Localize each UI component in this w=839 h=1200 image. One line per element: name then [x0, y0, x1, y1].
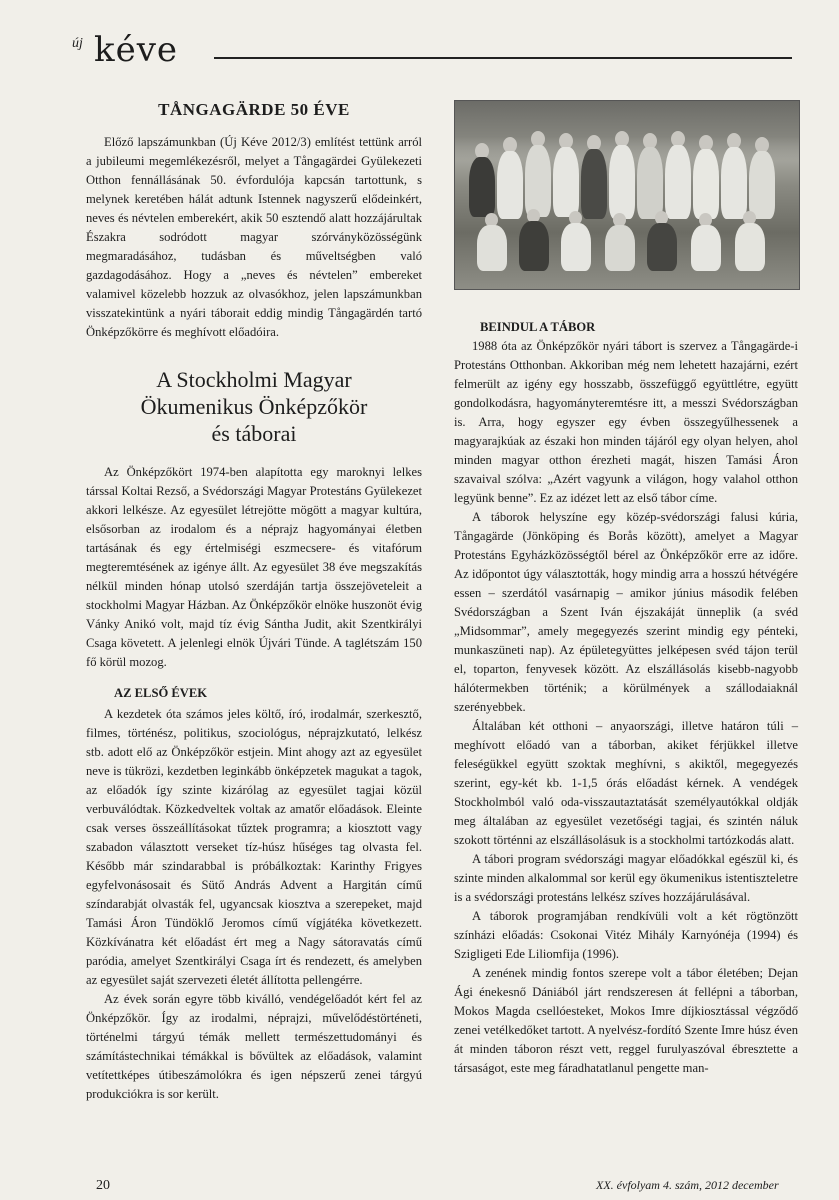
- page-number: 20: [96, 1178, 110, 1193]
- section-heading-first-years: AZ ELSŐ ÉVEK: [114, 686, 208, 700]
- masthead: [72, 30, 792, 80]
- paragraph-camp-program: A tábori program svédországi magyar előadókkal egészül ki, és szinte minden alkalommal sor kerül egy ökumenikus istentiszteletre is a svédországi protestáns lelkész szíves hozzájárulásával.: [454, 852, 798, 904]
- paragraph-camp-speakers: Általában két otthoni – anyaországi, illetve határon túli – meghívott előadó van a táborban, akiket férjükkel illetve feleségükkel együtt szoktak meghívni, s akiktől, megegyezés szerint, egy-két kb. 1-1,5 órás előadást kérnek. A vendégek Stockholmból való oda-visszautaztatását személyautókkal oldják meg általában az egyesület vezetőségi tagjai, és szintén náluk szokott történni az elszállásolásuk is a stockholmi tartózkodás alatt.: [454, 719, 798, 847]
- paragraph-camp-music: A zenének mindig fontos szerepe volt a tábor életében; Dejan Ági énekesnő Dániából járt rendszeresen át fellépni a táborban, Mokos Magda csellóesteket, Mokos Imre díjkiosztással végződő zenei vetélkedőket tartott. A nyelvész-fordító Szente Imre húsz éven át minden táboron részt vett, reggel furulyaszóval ébresztette a társaságot, este meg fáradhatatlanul pengette man-: [454, 966, 798, 1075]
- intro-paragraph: Előző lapszámunkban (Új Kéve 2012/3) említést tettünk arról a jubileumi megemlékezésről, melyet a Tångagärdei Gyülekezeti Otthon fennállásának 50. évfordulója kapcsán tartottunk, s melynek keretében hálát adtunk Istennek nagyszerű elődeinkért, neves és névtelen emberekért, akik 50 esztendő alatt hozzájárultak Északra sodródott magyar szórványközösségünk megmaradásához, tudásban és műveltségben való gazdagodásához. Hogy a „neves és névtelen” embereket valamivel közelebb hozzuk az olvasókhoz, jelen lapszámunkban visszatekintünk a nyári táborait eddig mindig Tångagärdén tartó Önképzőkörre és meghívott előadóira.: [86, 135, 422, 339]
- headline: TÅNGAGÄRDE 50 ÉVE: [158, 100, 350, 119]
- paragraph-guest-speakers: Az évek során egyre több kiválló, vendégelőadót kért fel az Önképzőkör. Így az irodalmi, néprajzi, művelődéstörténeti, történelmi tárgyú témák mellett természettudományi és számítástechnikai témákkal is bővültek az előadások, valamint vetítettképes útibeszámolókra és igen népszerű zenei tárgyú produkciókra is sor került.: [86, 992, 422, 1101]
- left-column: [86, 100, 422, 1104]
- section-heading-camp-starts: BEINDUL A TÁBOR: [480, 320, 596, 334]
- paragraph-camp-theatre: A táborok programjában rendkívüli volt a két rögtönzött színházi előadás: Csokonai Vitéz Mihály Karnyónéja (1994) és Szigligeti Ede Liliomfija (1996).: [454, 909, 798, 961]
- paragraph-camp-origin: 1988 óta az Önképzőkör nyári tábort is szervez a Tångagärde-i Protestáns Otthonban. Akkoriban még nem lehetett hazajárni, ezért felmerült az igény egy hosszabb, összefüggő együttlétre, együtt gondolkodásra, hagyományteremtésre itt, a messzi Svédországban is. Arra, hogy egyszer egy évben összegyűlhessenek a magyarajkúak az északi hon minden tájáról egy olyan helyen, ahol minden magyar otthon érezheti magát, hiszen Tamási Áron szavaival szólva: „Azért vagyunk a világon, hogy valahol otthon legyünk benne”. Ez az idézet lett az első tábor címe.: [454, 339, 798, 505]
- paragraph-camp-location: A táborok helyszíne egy közép-svédországi falusi kúria, Tångagärde (Jönköping és Borås között), amelyet a Magyar Protestáns Egyházközösségtől bérel az Önképzőkör erre az időre. Az időpontot úgy választották, hogy mindig arra a hosszú hétvégére essen – szerdától vasárnapig – amikor június második felében Svédországban a Szent Iván éjszakáját ünneplik (a svéd „Midsommar”, amely megegyezés szerint mindig egy pénteki, munkaszüneti nap). Az épületegyüttes jelképesen svéd tájon terül el, toparton, fenyvesek között. Az elszállásolás kisebb-nagyobb hálótermekben történik; a körülmények a szállodaiaknál szerényebbek.: [454, 510, 798, 714]
- paragraph-founding: Az Önképzőkört 1974-ben alapította egy maroknyi lelkes társsal Koltai Rezső, a Svédországi Magyar Protestáns Gyülekezet akkori lelkésze. Az egyesület létrejötte mögött a magyar kultúra, elsősorban az irodalom és a néprajz hagyományai életben tartásának és egy értelmiségi eszmecsere- és vitafórum megteremtésének az igénye állt. Az egyesület 38 éve megszakítás nélkül minden hónap utolsó szerdáján tartja összejöveteleit a stockholmi Magyar Házban. Az Önképzőkör elnöke huszonöt évig Vánky Anikó volt, majd tíz évig Sántha Judit, akit Szentkirályi Csaga követett. A jelenlegi elnök Újvári Tünde. A taglétszám 150 fő körül mozog.: [86, 465, 422, 669]
- logo-prefix: új: [72, 36, 83, 51]
- group-photo: [454, 100, 800, 290]
- issue-info: XX. évfolyam 4. szám, 2012 december: [596, 1178, 779, 1192]
- article-title: A Stockholmi Magyar Ökumenikus Önképzőkör és táborai: [140, 367, 368, 446]
- header-rule: [214, 57, 792, 59]
- logo-name: kéve: [94, 30, 179, 70]
- right-column: [454, 100, 798, 1078]
- paragraph-early-years: A kezdetek óta számos jeles költő, író, irodalmár, szerkesztő, filmes, történész, politikus, szociológus, néprajzkutató, lelkész stb. adott elő az Önképzőkör estjein. Mint ahogy azt az egyesület neve is tükrözi, kezdetben leginkább önképzetek magukat a tagok, az előadók így szinte kizárólag az egyesület tagjai közül verbuválódtak. Közkedveltek voltak az amatőr előadások. Eleinte csak verses összeállításokat tűztek programra; a kiosztott vagy szabadon választott verseket tíz-húsz hűséges tag olvasta fel. Később már szindarabbal is próbálkoztak: Karinthy Frigyes egyfelvonásosait és Sütő András Advent a Hargitán című színdarabját olvasták fel, ugyancsak kiosztva a szerepeket, majd Tamási Áron Tündöklő Jeromos című vígjátéka következett. Közkívánatra két előadást ért meg a Nagy sátoravatás című paródia, amelyet Szentkirályi Csaga írt és rendezett, és amelyben az egyesület saját szervezeti életét állította pellengérre.: [86, 707, 422, 987]
